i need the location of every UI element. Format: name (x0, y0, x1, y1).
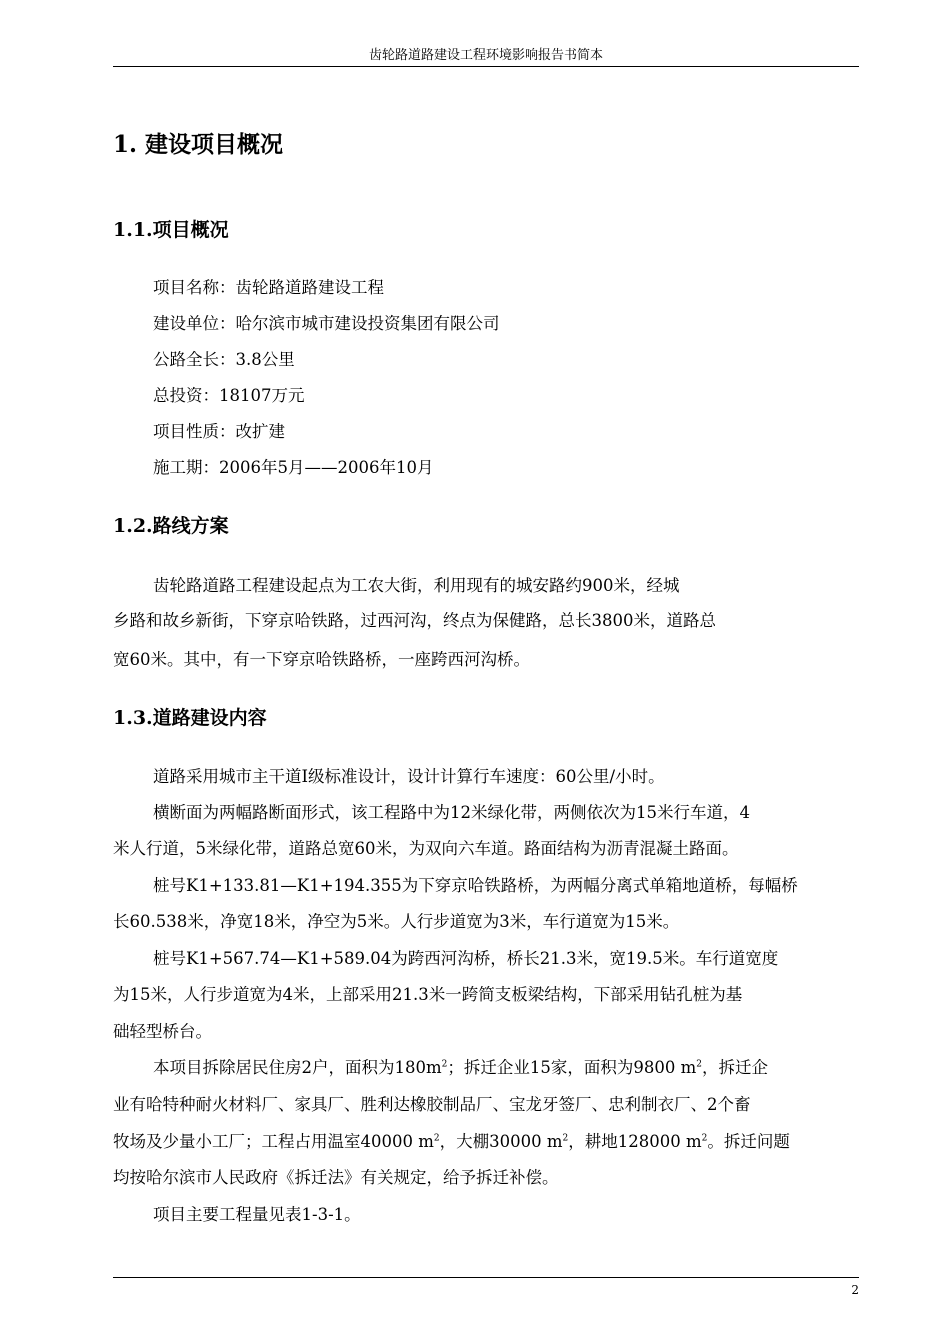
header-rule (113, 66, 859, 67)
header-title: 齿轮路道路建设工程环境影响报告书简本 (368, 48, 603, 63)
table-reference-line: 项目主要工程量见表1-3-1。 (153, 1205, 361, 1224)
route-paragraph-line: 齿轮路道路工程建设起点为工农大街，利用现有的城安路约900米，经城 (153, 576, 680, 595)
demolition-line (153, 1057, 859, 1079)
page-header (113, 0, 859, 66)
page-number: 2 (851, 1283, 859, 1297)
cross-section-line: 横断面为两幅路断面形式，该工程路中为12米绿化带，两侧依次为15米行车道，4 (153, 803, 750, 822)
demolition-line: 均按哈尔滨市人民政府《拆迁法》有关规定，给予拆迁补偿。 (113, 1168, 559, 1187)
superscript: 2 (433, 1133, 440, 1144)
demolition-text: 本项目拆除居民住房2户，面积为180m (153, 1058, 442, 1077)
construction-period-line: 施工期：2006年5月——2006年10月 (153, 458, 434, 477)
design-standard-line: 道路采用城市主干道Ⅰ级标准设计，设计计算行车速度：60公里/小时。 (153, 767, 665, 786)
section-1-2-heading: 1.2.路线方案 (113, 515, 229, 537)
demolition-text: 牧场及少量小工厂；工程占用温室40000 m (113, 1132, 434, 1151)
road-length-line: 公路全长：3.8公里 (153, 350, 295, 369)
section-1-heading: 1. 建设项目概况 (113, 131, 284, 158)
project-name-line: 项目名称：齿轮路道路建设工程 (153, 278, 384, 297)
project-nature-line: 项目性质：改扩建 (153, 422, 285, 441)
investment-line: 总投资：18107万元 (153, 386, 305, 405)
river-bridge-line: 为15米，人行步道宽为4米，上部采用21.3米一跨简支板梁结构，下部采用钻孔桩为基 (113, 985, 743, 1004)
railway-bridge-line: 长60.538米，净宽18米，净空为5米。人行步道宽为3米，车行道宽为15米。 (113, 912, 680, 931)
superscript: 2 (701, 1133, 708, 1144)
cross-section-line: 米人行道，5米绿化带，道路总宽60米，为双向六车道。路面结构为沥青混凝土路面。 (113, 839, 739, 858)
superscript: 2 (562, 1133, 569, 1144)
superscript: 2 (441, 1059, 448, 1070)
superscript: 2 (696, 1059, 702, 1070)
demolition-line: 业有哈特种耐火材料厂、家具厂、胜利达橡胶制品厂、宝龙牙签厂、忠利制衣厂、2个畜 (113, 1095, 751, 1114)
demolition-text: ，大棚30000 m (439, 1132, 563, 1151)
section-1-3-heading: 1.3.道路建设内容 (113, 707, 267, 729)
builder-line: 建设单位：哈尔滨市城市建设投资集团有限公司 (153, 314, 500, 333)
demolition-line (113, 1131, 859, 1153)
demolition-text: 。拆迁问题 (707, 1132, 790, 1151)
railway-bridge-line: 桩号K1+133.81—K1+194.355为下穿京哈铁路桥，为两幅分离式单箱地道桥，每幅桥 (153, 876, 798, 895)
demolition-text: ，拆迁企 (702, 1058, 768, 1077)
section-1-1-heading: 1.1.项目概况 (113, 219, 229, 241)
route-paragraph-line: 乡路和故乡新街，下穿京哈铁路，过西河沟，终点为保健路，总长3800米，道路总 (113, 611, 716, 630)
river-bridge-line: 础轻型桥台。 (113, 1022, 212, 1041)
footer-rule (113, 1277, 859, 1278)
demolition-text: ；拆迁企业15家，面积为9800 m (447, 1058, 697, 1077)
route-paragraph-line: 宽60米。其中，有一下穿京哈铁路桥，一座跨西河沟桥。 (113, 650, 530, 669)
demolition-text: ，耕地128000 m (568, 1132, 702, 1151)
river-bridge-line: 桩号K1+567.74—K1+589.04为跨西河沟桥，桥长21.3米，宽19.5米。车行道宽度 (153, 949, 779, 968)
